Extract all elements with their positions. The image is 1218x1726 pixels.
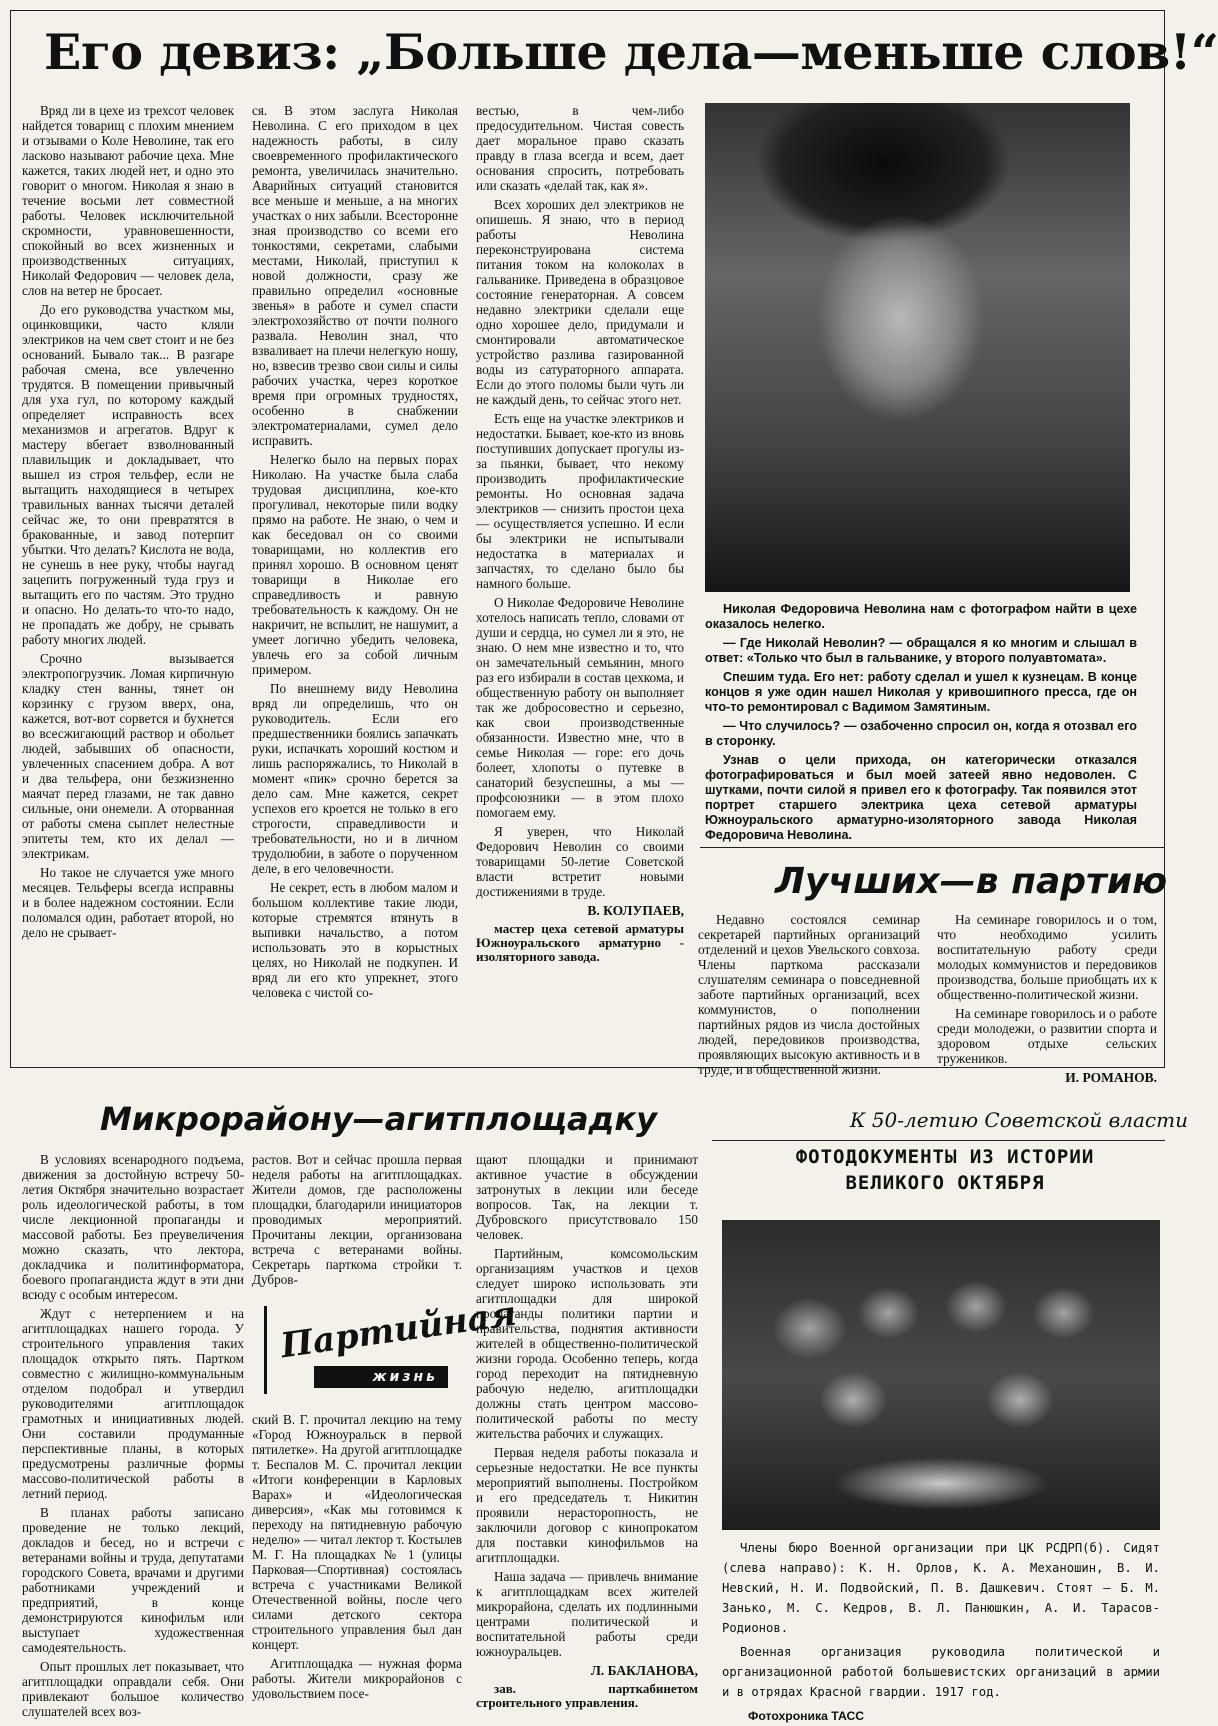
author-kolupaev-role: мастер цеха сетевой арматуры Южноуральского арматурно - изоляторного завода. bbox=[476, 921, 684, 964]
portrait-photo bbox=[705, 103, 1130, 592]
rubric-party-life bbox=[258, 1293, 519, 1400]
article-nevolin-headline: Его девиз: „Больше дела—меньше слов!“ bbox=[44, 23, 1218, 81]
article-photodocs-headline: ФОТОДОКУМЕНТЫ ИЗ ИСТОРИИ ВЕЛИКОГО ОКТЯБРЯ bbox=[795, 1146, 1095, 1194]
article-microdistrict-col2b: ский В. Г. прочитал лекцию на тему «Город Южноуральск в первой пятилетке». На другой агитплощадке т. Беспалов М. С. прочитал лекции «Итоги конференции в Карловых Варах» и «Идеологическая диверсия», «Как мы готовимся к переходу на пятидневную рабочую неделю» — читал лектор т. Костылев М. Г. На площадках № 1 (улицы Парковая—Спортивная) состоялась встреча с участниками Великой Отечественной войны, после чего силами детского сектора строительного управления был дан концерт. Агитплощадка — нужная форма работы. Жители микрорайонов с удовольствием посе- bbox=[252, 1412, 462, 1701]
historic-photo-caption: Члены бюро Военной организации при ЦК РСДРП(б). Сидят (слева направо): К. Н. Орлов, К. А. Механошин, В. И. Невский, Н. И. Подвойский, П. В. Дашкевич. Стоят — Б. М. Занько, М. С. Кедров, В. Л. Панюшкин, А. И. Тарасов-Родионов. Военная организация руководила политической и организационной работой большевистских организаций в армии и в отрядах Красной гвардии. 1917 год. Фотохроника ТАСС bbox=[722, 1538, 1160, 1698]
rubric-party-life-script: Партийная bbox=[278, 1293, 519, 1367]
author-baklanova-role: зав. парткабинетом строительного управления. bbox=[476, 1681, 698, 1710]
article-microdistrict-headline: Микрорайону—агитплощадку bbox=[100, 1100, 657, 1138]
historic-group-photo bbox=[722, 1220, 1160, 1530]
article-party-col1: Недавно состоялся семинар секретарей партийных организаций отделений и цехов Увельского совхоза. Члены парткома рассказали слушателям семинара о повседневной заботе партийных организаций, всех коммунистов, о пополнении партийных рядов из числа достойных людей, передовиков производства, проявляющих высокую активность и в труде, и в общественной жизни. bbox=[698, 912, 920, 1077]
article-party-rule bbox=[700, 847, 1165, 848]
article-nevolin-col1: Вряд ли в цехе из трехсот человек найдется товарищ с плохим мнением и отзывами о Коле Неволине, так его ласково называют рабочие цеха. Мне кажется, таких людей нет, и одно это говорит о многом. Николая я знаю в течение восьми лет совместной работы. Человек исключительной скромности, уравновешенности, спокойный во всех жизненных и производственных ситуациях, Николай Федорович — человек дела, слов на ветер не бросает. До его руководства участком мы, оцинковщики, часто кляли электриков на чем свет стоит и не без оснований. Бывало так... В разгаре рабочая смена, все увлеченно трудятся. В помещении привычный для уха гул, по которому каждый определяет исправность всех механизмов и агрегатов. Вдруг к мастеру вбегает взволнованный плавильщик и докладывает, что вышел из строя тельфер, если не вытащить находящиеся в четырех травильных ваннах тысячи деталей сейчас же, то они превратятся в бракованные, и завод потерпит убытки. Что делать? Кислота не вода, не сунешь в нее руку, чтобы наугад зацепить погруженный туда груз и вытащить его по частям. Это трудно и опасно. Но делать-то что-то надо, не пропадать же добру, не срывать работу многих людей. Срочно вызывается электропогрузчик. Ломая кирпичную кладку стен ванны, тянет он корзинку с грузом вверх, она, кажется, вот-вот сорвется и бухнется во всесжигающий раствор и обольет людей, забывших об опасности, увлеченных спасением добра. А вот и два тельфера, они безжизненно маячат перед глазами, не так давно сильные, они онемели. А оторванная от работы смена сыплет нелестные эпитеты тем, кто их делал — электрикам. Но такое не случается уже много месяцев. Тельферы всегда исправны и в более надежном состоянии. Если поломался один, работает второй, но дело не срывает- bbox=[22, 103, 234, 940]
photo-credit: Фотохроника ТАСС bbox=[748, 1709, 865, 1723]
author-kolupaev: В. КОЛУПАЕВ, bbox=[587, 903, 684, 918]
article-nevolin-col3: вестью, в чем-либо предосудительном. Чистая совесть дает моральное право сказать правду в глаза всегда и всем, дает основания спросить, потребовать или сказать «делай так, как я». Всех хороших дел электриков не опишешь. Я знаю, что в период работы Неволина переконструирована система питания током на колоколах в гальванике. Приведена в образцовое состояние генераторная. А совсем недавно электрики сделали еще одно хорошее дело, придумали и смонтировали автоматическое устройство разлива газированной воды из сатураторного аппарата. Если до этого поломы были чуть ли не каждый день, то сейчас этого нет. Есть еще на участке электриков и недостатки. Бывает, кое-кто из вновь поступивших допускает прогулы из-за пьянки, бывает, что некому производить профилактические ремонты. Но основная задача электриков — снизить простои цеха — осуществляется успешно. И если бы электрики не испытывали недостатка в материалах и запчастях, то сделано было бы намного больше. О Николае Федоровиче Неволине хотелось написать тепло, словами от души и сердца, но сумел ли я это, не знаю. О нем мне известно и то, что он замечательный семьянин, много раз его избирали в состав цехкома, и общественную работу он выполняет так же добросовестно и серьезно, как свои производственные обязанности. Известно мне, что в семье Николая — горе: его дочь болеет, хлопоты о путевке в санаторий безуспешны, а мы — профсоюзники — в этом плохо помогаем ему. Я уверен, что Николай Федорович Неволин со своими товарищами 50-летие Советской власти встретит новыми достижениями в труде. В. КОЛУПАЕВ, мастер цеха сетевой арматуры Южноуральского арматурно - изоляторного завода. bbox=[476, 103, 684, 964]
author-baklanova: Л. БАКЛАНОВА, bbox=[590, 1663, 698, 1678]
article-microdistrict-col1: В условиях всенародного подъема, движения за достойную встречу 50-летия Октября значительно возрастает роль идеологической работы, в том числе лекционной пропаганды и массовой работы. Без преувеличения можно сказать, что лектора, докладчика и политинформатора, боевого пропагандиста ждут в эти дни всюду с особым интересом. Ждут с нетерпением и на агитплощадках нашего города. У строительного управления таких площадок открыто пять. Партком совместно с жилищно-коммунальным отделом подобрал и утвердил руководителями агитплощадок грамотных и инициативных людей. Они составили продуманные перспективные планы, в которых предусмотрены различные формы массово-политической работы в летний период. В планах работы записано проведение не только лекций, докладов и бесед, но и встречи с ветеранами войны и труда, депутатами городского Совета, врачами и другими работниками учреждений и предприятий, в конце демонстрируются кинофильм или выступает художественная самодеятельность. Опыт прошлых лет показывает, что агитплощадки оправдали себя. Они привлекают большое количество слушателей всех воз- bbox=[22, 1152, 244, 1719]
rubric-party-life-bar: жизнь bbox=[314, 1366, 448, 1388]
article-microdistrict-col2a: растов. Вот и сейчас прошла первая неделя работы на агитплощадках. Жители домов, где расположены площадки, благодарили инициаторов проводимых мероприятий. Прочитаны лекции, организована встреча с ветеранами войны. Секретарь парткома стройки т. Дубров- bbox=[252, 1152, 462, 1287]
article-photodocs-kicker: К 50-летию Советской власти bbox=[850, 1108, 1188, 1132]
article-party-headline: Лучших—в партию bbox=[775, 861, 1168, 902]
portrait-caption: Николая Федоровича Неволина нам с фотографом найти в цехе оказалось нелегко. — Где Николай Неволин? — обращался я ко многим и слышал в ответ: «Только что был в гальванике, у второго полуавтомата». Спешим туда. Его нет: работу сделал и ушел к кузнецам. В конце концов я уже один нашел Николая у кривошипного пресса, где он что-то ремонтировал с Вадимом Замятиным. — Что случилось? — озабоченно спросил он, когда я отозвал его в сторонку. Узнав о цели прихода, он категорически отказался фотографироваться и был моей затеей явно недоволен. С шутками, почти силой я привел его к фотографу. Так появился этот портрет старшего электрика цеха сетевой арматуры Южноуральского арматурно-изоляторного завода Николая Федоровича Неволина. bbox=[705, 602, 1137, 842]
article-party-col2: На семинаре говорилось и о том, что необходимо усилить воспитательную работу среди молодых коммунистов и передовиков производства, больше приобщать их к общественно-политической жизни. На семинаре говорилось и о работе среди молодежи, о развитии спорта и здоровом отдыхе сельских тружеников. И. РОМАНОВ. bbox=[937, 912, 1157, 1085]
article-photodocs-rule bbox=[712, 1140, 1165, 1141]
article-microdistrict-col3: щают площадки и принимают активное участие в обсуждении затронутых в лекции или беседе вопросов. Так, на лекции т. Дубровского присутствовало 150 человек. Партийным, комсомольским организациям участков и цехов следует широко использовать эти агитплощадки для широкой пропаганды политики партии и правительства, поднятия активности жителей в общественно-политической жизни города. Особенно теперь, когда город переходит на пятидневную рабочую неделю, агитплощадки должны стать центром массово-политической работы по месту жительства рабочих и служащих. Первая неделя работы показала и серьезные недостатки. Не все пункты мероприятий выполнены. Постройком и его председатель т. Никитин проявили нерасторопность, не заключили договор с кинопрокатом для поставки кинофильмов на агитплощадки. Наша задача — привлечь внимание к агитплощадкам всех жителей микрорайона, сделать их подлинными центрами политической и воспитательной работы среди южноуральцев. Л. БАКЛАНОВА, зав. парткабинетом строительного управления. bbox=[476, 1152, 698, 1710]
author-romanov: И. РОМАНОВ. bbox=[1065, 1070, 1157, 1085]
article-nevolin-col2: ся. В этом заслуга Николая Неволина. С его приходом в цех надежность работы, в силу своевременного профилактического ремонта, увеличилась значительно. Аварийных ситуаций становится все меньше и меньше, а на многих участках о них забыли. Всесторонне зная производство со всеми его тонкостями, секретами, слабыми местами, Николай, приступил к новой должности, сразу же правильно определил «основные звенья» в работе и сумел спасти электрохозяйство от почти полного развала. Неволин знал, что взваливает на плечи нелегкую ношу, но, взвесив трезво свои силы и силы рабочих участка, через короткое время при огромных трудностях, особенно в снабжении электроматериалами, сумел дело исправить. Нелегко было на первых порах Николаю. На участке была слаба трудовая дисциплина, кое-кто прогуливал, некоторые пили водку прямо на работе. Не знаю, о чем и как беседовал он со своими товарищами, но коллектив его принял хорошо. В основном ценят товарищи в Николае его справедливость и равную требовательность к каждому. Он не накричит, не вспылит, не нашумит, а умеет логично убедить человека, увлечь его за собой личным примером. По внешнему виду Неволина вряд ли определишь, что он руководитель. Если его предшественники боялись запачкать руки, испачкать хороший костюм и лишь распоряжались, то Николай в момент «пик» срочно берется за дело сам. Мне кажется, секрет успехов его кроется не только в его строгости, справедливости и требовательности, но и в личном трудолюбии, в заботе о порученном деле, в его человечности. Не секрет, есть в любом малом и большом коллективе такие люди, которые стремятся втянуть в выпивки начальство, а потом использовать это в корыстных целях, но Николай не подкупен. И вряд ли его кто упрекнет, этого человека с чистой со- bbox=[252, 103, 458, 1000]
